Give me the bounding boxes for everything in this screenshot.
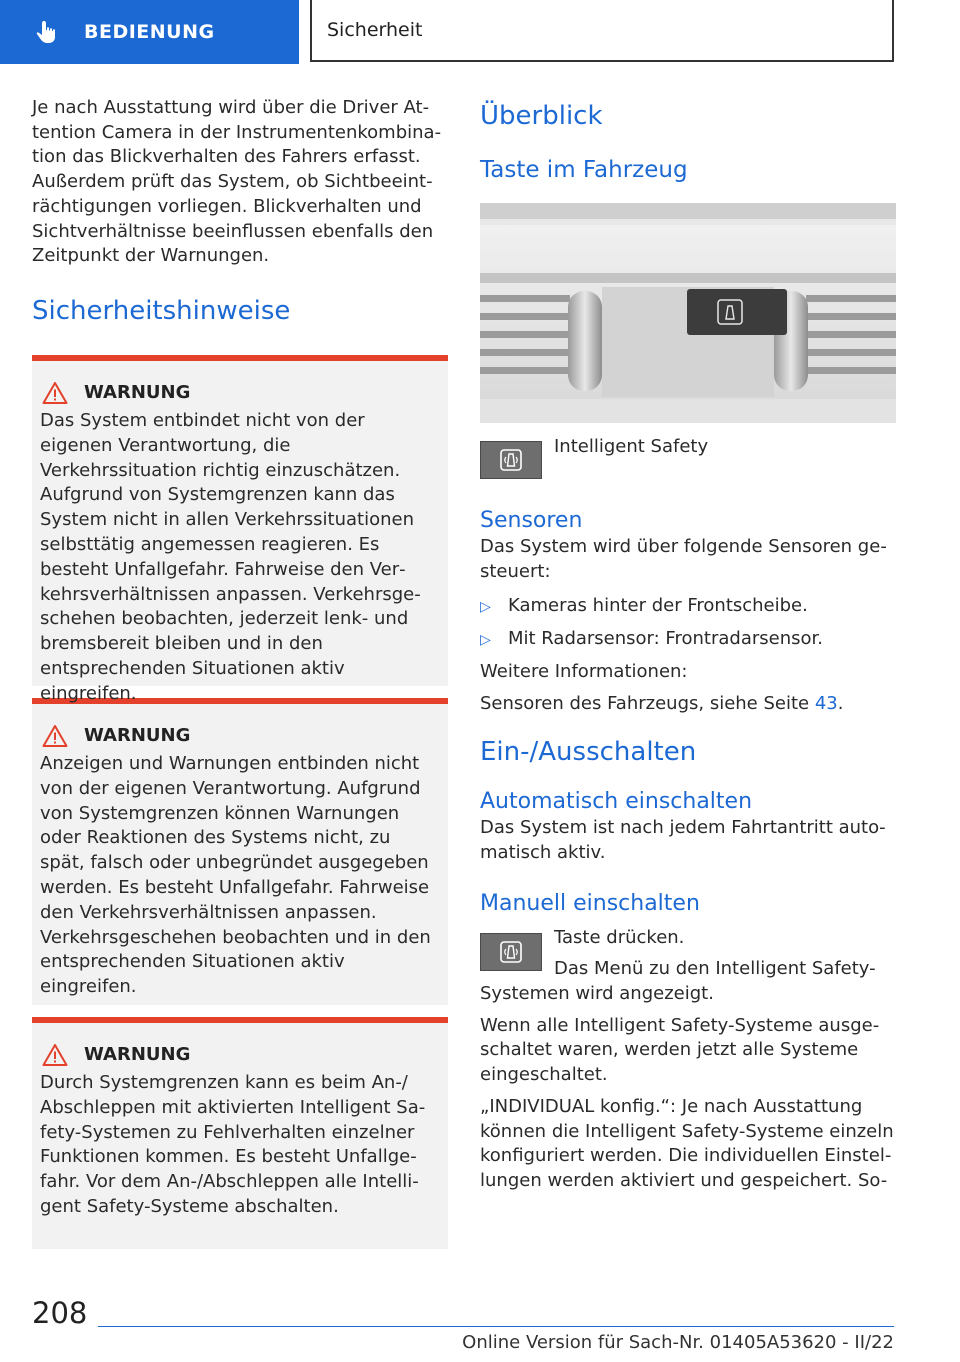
- footer-divider: [98, 1326, 894, 1327]
- right-column: [480, 100, 896, 1194]
- warning-header: [40, 381, 436, 405]
- reference-end: .: [837, 692, 844, 714]
- warning-label: WARNUNG: [84, 1044, 191, 1066]
- left-column: [32, 96, 448, 1249]
- section-tab[interactable]: [0, 0, 299, 64]
- list-item-text: Mit Radarsensor: Frontradarsensor.: [508, 628, 823, 650]
- warning-box-2: [32, 698, 448, 1005]
- onoff-heading: Ein-/Ausschalten: [480, 737, 697, 768]
- manual-step-1: Taste drücken.: [554, 926, 685, 948]
- warning-header: [40, 1043, 436, 1067]
- auto-text: Das System ist nach jedem Fahrtantritt automatisch aktiv.: [480, 817, 886, 863]
- page-link[interactable]: 43: [814, 692, 838, 714]
- safety-heading: Sicherheitshinweise: [32, 295, 291, 326]
- intro-paragraph: Je nach Ausstattung wird über die Driver Attention Camera in der Instrumentenkombination das Blickverhalten des Fahrers erfasst. Außerdem prüft das System, ob Sichtbeeinträchtigungen vorliegen. Blickverhalten und Sichtverhältnisse beeinflussen ebenfalls den Zeitpunkt der Warnungen.: [32, 97, 442, 267]
- list-item: [480, 627, 896, 653]
- warning-label: WARNUNG: [84, 725, 191, 747]
- manual-paragraph-2: „INDIVIDUAL konfig.“: Je nach Ausstattung können die Intelligent Safety-Systeme einzeln konfiguriert werden. Die individuellen Einstellungen werden aktiviert und gespeichert. So-: [480, 1095, 894, 1191]
- warning-header: [40, 724, 436, 748]
- overview-heading: Überblick: [480, 101, 603, 131]
- button-heading: Taste im Fahrzeug: [480, 157, 688, 183]
- auto-heading: Automatisch einschalten: [480, 789, 753, 815]
- sensors-intro: Das System wird über folgende Sensoren gesteuert:: [480, 536, 887, 582]
- warning-text: Das System entbindet nicht von der eigenen Verantwortung, die Verkehrssituation richtig einzuschätzen. Aufgrund von Systemgrenzen kann das System nicht in allen Verkehrssituationen selbsttätig angemessen reagieren. Es besteht Unfallgefahr. Fahrweise den Verkehrsverhältnissen anpassen. Verkehrsgeschehen beobachten, jederzeit lenk- und bremsbereit bleiben und in den entsprechenden Situationen aktiv eingreifen.: [40, 409, 421, 704]
- chapter-title: [310, 0, 894, 62]
- button-caption: Intelligent Safety: [554, 436, 709, 457]
- vehicle-button-photo: [480, 203, 896, 423]
- footer-online-version: Online Version für Sach-Nr. 01405A53620 - II/22: [462, 1332, 894, 1353]
- warning-text: Anzeigen und Warnungen entbinden nicht von der eigenen Verantwortung. Aufgrund von Systemgrenzen können Warnungen oder Reaktionen des Systems nicht, zu spät, falsch oder unbegründet ausgegeben werden. Es besteht Unfallgefahr. Fahrweise den Verkehrsverhältnissen anpassen. Verkehrsgeschehen beobachten und in den entsprechenden Situationen aktiv eingreifen.: [40, 752, 431, 998]
- list-item: [480, 594, 896, 620]
- page-reference: [480, 692, 896, 717]
- list-item-text: Kameras hinter der Frontscheibe.: [508, 595, 808, 617]
- warning-triangle-icon: [42, 724, 68, 748]
- warning-triangle-icon: [42, 381, 68, 405]
- manual-heading: Manuell einschalten: [480, 890, 700, 916]
- sensors-heading: Sensoren: [480, 508, 583, 533]
- warning-box-3: [32, 1017, 448, 1249]
- bullet-triangle-icon: ▷: [480, 632, 491, 649]
- bullet-triangle-icon: ▷: [480, 599, 491, 616]
- button-legend: [480, 436, 896, 479]
- manual-steps: [480, 926, 896, 1007]
- intelligent-safety-button-icon[interactable]: [480, 441, 542, 479]
- warning-text: Durch Systemgrenzen kann es beim An-/ Abschleppen mit aktivierten Intelligent Safety-Systemen zu Fehlverhalten einzelner Funktionen kommen. Es besteht Unfallgefahr. Vor dem An-/Abschleppen alle Intelligent Safety-Systeme abschalten.: [40, 1071, 426, 1217]
- hand-pointer-icon: [28, 12, 68, 52]
- reference-text: Sensoren des Fahrzeugs, siehe Seite: [480, 692, 815, 714]
- warning-triangle-icon: [42, 1043, 68, 1067]
- warning-label: WARNUNG: [84, 382, 191, 404]
- manual-paragraph-1: Wenn alle Intelligent Safety-Systeme ausgeschaltet waren, werden jetzt alle Systeme eingeschaltet.: [480, 1014, 880, 1086]
- intelligent-safety-button-icon[interactable]: [480, 933, 542, 971]
- more-info-label: Weitere Informationen:: [480, 660, 688, 682]
- section-label: BEDIENUNG: [84, 21, 215, 43]
- warning-box-1: [32, 355, 448, 704]
- sensor-list: [480, 594, 896, 652]
- manual-step-2: Das Menü zu den Intelligent Safety-Systemen wird angezeigt.: [480, 958, 876, 1005]
- page-number: 208: [32, 1296, 88, 1330]
- chapter-title-text: Sicherheit: [327, 19, 423, 41]
